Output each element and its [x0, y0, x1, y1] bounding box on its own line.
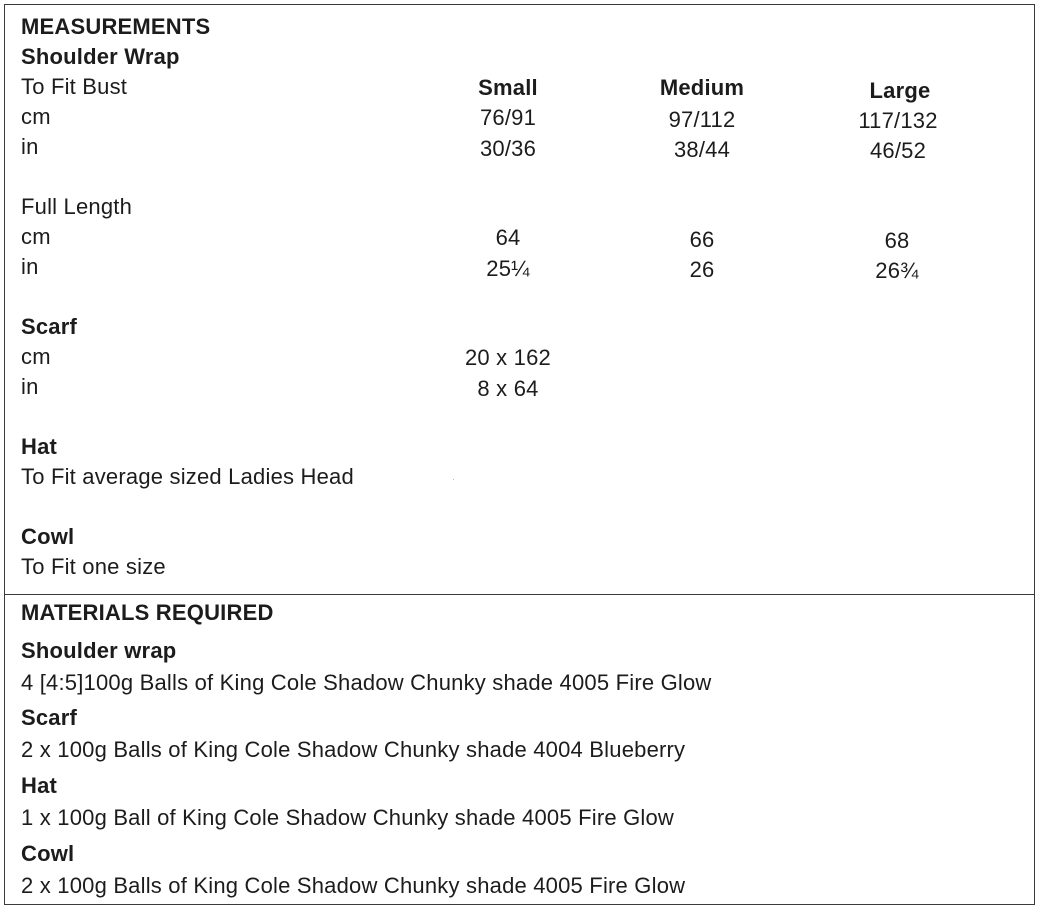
material-scarf-title: Scarf [21, 705, 78, 730]
length-cm-small: 64 [495, 225, 521, 250]
length-in-small: 25¼ [486, 256, 530, 281]
section-divider [4, 594, 1035, 595]
bust-in-medium: 38/44 [673, 137, 731, 162]
hat-title: Hat [21, 434, 58, 459]
length-cm-large: 68 [884, 228, 910, 253]
length-cm-label: cm [21, 224, 51, 249]
material-shoulder-wrap-title: Shoulder wrap [21, 638, 177, 663]
length-cm-medium: 66 [689, 227, 715, 252]
material-cowl-text: 2 x 100g Balls of King Cole Shadow Chunky shade 4005 Fire Glow [21, 873, 686, 898]
scarf-title: Scarf [21, 314, 78, 339]
scarf-cm-label: cm [21, 344, 51, 369]
bust-cm-small: 76/91 [479, 105, 537, 130]
material-hat-text: 1 x 100g Ball of King Cole Shadow Chunky shade 4005 Fire Glow [21, 805, 675, 830]
bust-in-large: 46/52 [869, 138, 927, 163]
bust-cm-large: 117/132 [858, 108, 938, 133]
scan-speck: · [452, 474, 455, 484]
bust-in-small: 30/36 [479, 136, 537, 161]
size-medium-header: Medium [659, 75, 745, 100]
bust-in-label: in [21, 134, 39, 159]
hat-fit-text: To Fit average sized Ladies Head [21, 464, 354, 489]
cowl-fit-text: To Fit one size [21, 554, 166, 579]
materials-heading: MATERIALS REQUIRED [21, 600, 274, 625]
length-in-large: 26¾ [875, 258, 919, 283]
shoulder-wrap-title: Shoulder Wrap [21, 44, 180, 69]
length-in-label: in [21, 254, 39, 279]
scarf-cm-value: 20 x 162 [464, 345, 552, 370]
material-shoulder-wrap-text: 4 [4:5]100g Balls of King Cole Shadow Chunky shade 4005 Fire Glow [21, 670, 712, 695]
material-hat-title: Hat [21, 773, 58, 798]
measurements-heading: MEASUREMENTS [21, 14, 211, 39]
length-in-medium: 26 [689, 257, 715, 282]
material-cowl-title: Cowl [21, 841, 75, 866]
bust-cm-label: cm [21, 104, 51, 129]
full-length-label: Full Length [21, 194, 133, 219]
size-small-header: Small [478, 75, 538, 100]
size-large-header: Large [869, 78, 931, 103]
material-scarf-text: 2 x 100g Balls of King Cole Shadow Chunky shade 4004 Blueberry [21, 737, 686, 762]
cowl-title: Cowl [21, 524, 75, 549]
scarf-in-label: in [21, 374, 39, 399]
scarf-in-value: 8 x 64 [477, 376, 539, 401]
bust-cm-medium: 97/112 [668, 107, 736, 132]
to-fit-bust-label: To Fit Bust [21, 74, 128, 99]
